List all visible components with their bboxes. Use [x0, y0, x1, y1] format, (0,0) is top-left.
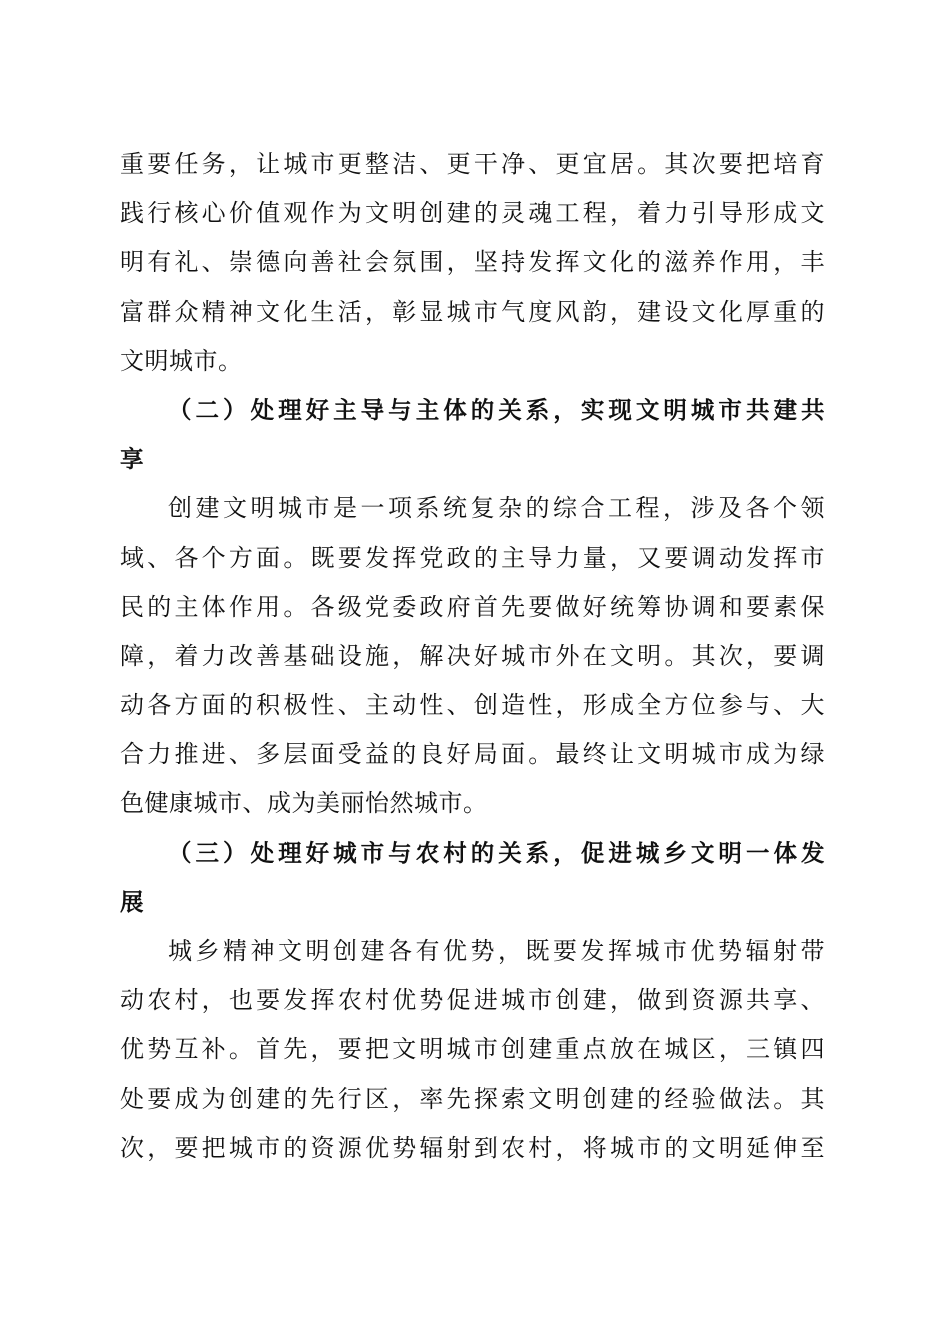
paragraph-line: 合力推进、多层面受益的良好局面。最终让文明城市成为绿 — [120, 740, 825, 769]
section-heading-line: 展 — [120, 887, 144, 916]
paragraph-line: 次，要把城市的资源优势辐射到农村，将城市的文明延伸至 — [120, 1133, 825, 1162]
document-body — [120, 140, 825, 1173]
section-heading-line: （三）处理好城市与农村的关系，促进城乡文明一体发 — [168, 838, 825, 867]
paragraph-line: 践行核心价值观作为文明创建的灵魂工程，着力引导形成文 — [120, 199, 825, 228]
paragraph-line: 动农村，也要发挥农村优势促进城市创建，做到资源共享、 — [120, 986, 825, 1015]
paragraph-line: 动各方面的积极性、主动性、创造性，形成全方位参与、大 — [120, 691, 825, 720]
paragraph-line: 城乡精神文明创建各有优势，既要发挥城市优势辐射带 — [168, 937, 825, 965]
paragraph-line: 文明城市。 — [120, 346, 243, 375]
section-heading-line: 享 — [120, 445, 144, 474]
paragraph-line: 处要成为创建的先行区，率先探索文明创建的经验做法。其 — [120, 1084, 825, 1113]
paragraph-line: 重要任务，让城市更整洁、更干净、更宜居。其次要把培育 — [120, 150, 825, 178]
paragraph-line: 障，着力改善基础设施，解决好城市外在文明。其次，要调 — [120, 641, 825, 670]
paragraph-line: 优势互补。首先，要把文明城市创建重点放在城区，三镇四 — [120, 1035, 825, 1064]
paragraph-line: 明有礼、崇德向善社会氛围，坚持发挥文化的滋养作用，丰 — [120, 248, 825, 277]
paragraph-line: 色健康城市、成为美丽怡然城市。 — [120, 789, 488, 818]
paragraph-line: 民的主体作用。各级党委政府首先要做好统筹协调和要素保 — [120, 592, 825, 621]
paragraph-line: 创建文明城市是一项系统复杂的综合工程，涉及各个领 — [168, 494, 825, 523]
section-heading-line: （二）处理好主导与主体的关系，实现文明城市共建共 — [168, 395, 825, 424]
paragraph-line: 富群众精神文化生活，彰显城市气度风韵，建设文化厚重的 — [120, 297, 825, 326]
paragraph-line: 域、各个方面。既要发挥党政的主导力量，又要调动发挥市 — [120, 543, 825, 572]
